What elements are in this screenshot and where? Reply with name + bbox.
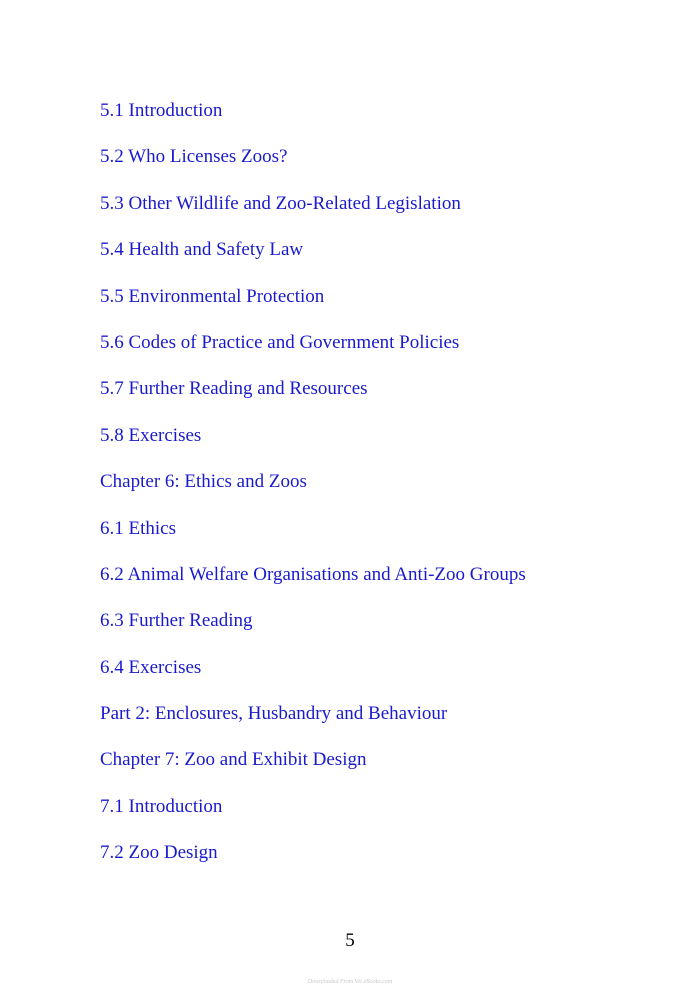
toc-link-5-3[interactable]: 5.3 Other Wildlife and Zoo-Related Legislation xyxy=(100,192,461,214)
toc-link-5-6[interactable]: 5.6 Codes of Practice and Government Policies xyxy=(100,331,460,353)
toc-link-5-4[interactable]: 5.4 Health and Safety Law xyxy=(100,239,304,261)
toc-link-part-2[interactable]: Part 2: Enclosures, Husbandry and Behaviour xyxy=(100,703,448,725)
toc-link-5-5[interactable]: 5.5 Environmental Protection xyxy=(100,285,325,307)
toc-link-5-7[interactable]: 5.7 Further Reading and Resources xyxy=(100,378,368,400)
toc-link-5-2[interactable]: 5.2 Who Licenses Zoos? xyxy=(100,146,288,168)
watermark: Downloaded From Vet eBooks.com xyxy=(307,979,393,985)
toc-link-7-2[interactable]: 7.2 Zoo Design xyxy=(100,842,218,864)
toc-link-6-4[interactable]: 6.4 Exercises xyxy=(100,656,202,678)
toc-link-6-3[interactable]: 6.3 Further Reading xyxy=(100,610,253,632)
toc-link-7-1[interactable]: 7.1 Introduction xyxy=(100,795,223,817)
toc-link-chapter-6[interactable]: Chapter 6: Ethics and Zoos xyxy=(100,471,307,493)
toc-link-6-2[interactable]: 6.2 Animal Welfare Organisations and Anti-Zoo Groups xyxy=(100,563,526,585)
page-number: 5 xyxy=(345,930,355,951)
toc-link-6-1[interactable]: 6.1 Ethics xyxy=(100,517,176,539)
toc-link-5-8[interactable]: 5.8 Exercises xyxy=(100,424,202,446)
table-of-contents xyxy=(100,97,660,886)
toc-link-chapter-7[interactable]: Chapter 7: Zoo and Exhibit Design xyxy=(100,749,367,771)
toc-link-5-1[interactable]: 5.1 Introduction xyxy=(100,100,223,121)
